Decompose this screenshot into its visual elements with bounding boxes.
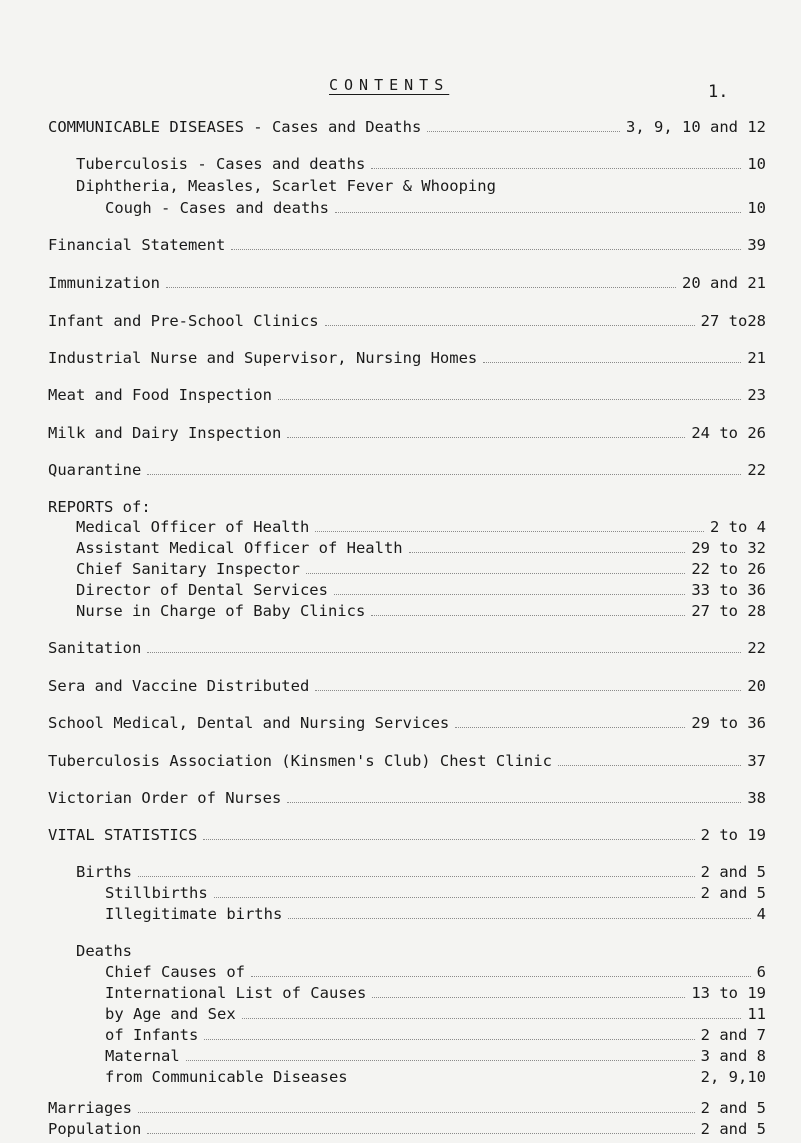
dot-leader bbox=[371, 615, 685, 616]
toc-pages: 2 and 5 bbox=[700, 884, 766, 902]
toc-entry bbox=[48, 234, 766, 256]
toc-pages: 2 to 4 bbox=[710, 518, 766, 536]
toc-label: Quarantine bbox=[48, 461, 142, 479]
toc-entry bbox=[48, 712, 766, 734]
dot-leader bbox=[455, 727, 685, 728]
toc-entry bbox=[48, 310, 766, 332]
dot-leader bbox=[203, 839, 694, 840]
toc-entry bbox=[76, 516, 766, 538]
dot-leader bbox=[231, 249, 741, 250]
toc-pages: 3, 9, 10 and 12 bbox=[626, 118, 766, 136]
toc-entry bbox=[48, 459, 766, 481]
toc-label: School Medical, Dental and Nursing Services bbox=[48, 714, 450, 732]
dot-leader bbox=[278, 399, 741, 400]
toc-pages: 33 to 36 bbox=[691, 581, 766, 599]
toc-label: Assistant Medical Officer of Health bbox=[76, 539, 403, 557]
dot-leader bbox=[242, 1018, 742, 1019]
toc-subheading: Deaths bbox=[76, 942, 132, 960]
toc-entry bbox=[105, 882, 766, 904]
dot-leader bbox=[354, 1081, 695, 1082]
toc-pages: 39 bbox=[747, 236, 766, 254]
toc-entry bbox=[48, 116, 766, 138]
toc-label: of Infants bbox=[105, 1026, 199, 1044]
toc-entry bbox=[48, 1097, 766, 1119]
toc-entry bbox=[48, 272, 766, 294]
toc-label: Industrial Nurse and Supervisor, Nursing Homes bbox=[48, 349, 478, 367]
toc-label: Victorian Order of Nurses bbox=[48, 789, 282, 807]
toc-pages: 24 to 26 bbox=[691, 424, 766, 442]
toc-entry bbox=[105, 982, 766, 1004]
toc-label: Tuberculosis Association (Kinsmen's Club) Chest Clinic bbox=[48, 752, 552, 770]
toc-pages: 2 and 5 bbox=[700, 1120, 766, 1138]
toc-entry bbox=[76, 579, 766, 601]
dot-leader bbox=[251, 976, 751, 977]
dot-leader bbox=[315, 690, 741, 691]
dot-leader bbox=[147, 652, 741, 653]
toc-pages: 29 to 36 bbox=[691, 714, 766, 732]
toc-entry bbox=[48, 750, 766, 772]
toc-pages: 20 and 21 bbox=[682, 274, 766, 292]
dot-leader bbox=[335, 212, 741, 213]
dot-leader bbox=[288, 918, 750, 919]
toc-entry bbox=[76, 600, 766, 622]
dot-leader bbox=[325, 325, 695, 326]
toc-pages: 11 bbox=[747, 1005, 766, 1023]
toc-pages: 22 bbox=[747, 461, 766, 479]
toc-entry bbox=[48, 347, 766, 369]
dot-leader bbox=[147, 1133, 694, 1134]
toc-entry bbox=[105, 961, 766, 983]
dot-leader bbox=[372, 997, 685, 998]
toc-entry bbox=[76, 861, 766, 883]
toc-entry bbox=[48, 422, 766, 444]
toc-entry bbox=[48, 675, 766, 697]
dot-leader bbox=[558, 765, 741, 766]
dot-leader bbox=[214, 897, 695, 898]
toc-entry bbox=[105, 1045, 766, 1067]
toc-label: Meat and Food Inspection bbox=[48, 386, 272, 404]
toc-label: Milk and Dairy Inspection bbox=[48, 424, 282, 442]
toc-pages: 27 to28 bbox=[700, 312, 766, 330]
toc-pages: 20 bbox=[747, 677, 766, 695]
toc-pages: 37 bbox=[747, 752, 766, 770]
toc-label: Financial Statement bbox=[48, 236, 226, 254]
toc-label: by Age and Sex bbox=[105, 1005, 236, 1023]
dot-leader bbox=[306, 573, 685, 574]
dot-leader bbox=[204, 1039, 694, 1040]
dot-leader bbox=[315, 531, 704, 532]
toc-pages: 23 bbox=[747, 386, 766, 404]
toc-pages: 2 to 19 bbox=[700, 826, 766, 844]
toc-label: Cough - Cases and deaths bbox=[105, 199, 329, 217]
toc-pages: 29 to 32 bbox=[691, 539, 766, 557]
toc-label: Infant and Pre-School Clinics bbox=[48, 312, 319, 330]
toc-label: Sanitation bbox=[48, 639, 142, 657]
toc-pages: 3 and 8 bbox=[700, 1047, 766, 1065]
toc-section-heading: REPORTS of: bbox=[48, 498, 151, 516]
toc-label: Births bbox=[76, 863, 132, 881]
page-number: 1. bbox=[708, 82, 729, 102]
toc-label: Diphtheria, Measles, Scarlet Fever & Whooping bbox=[76, 177, 496, 195]
toc-pages: 13 to 19 bbox=[691, 984, 766, 1002]
toc-entry bbox=[105, 903, 766, 925]
toc-entry bbox=[105, 1066, 766, 1088]
dot-leader bbox=[334, 594, 685, 595]
toc-label: Marriages bbox=[48, 1099, 132, 1117]
toc-label: COMMUNICABLE DISEASES - Cases and Deaths bbox=[48, 118, 422, 136]
toc-label: Illegitimate births bbox=[105, 905, 283, 923]
toc-entry bbox=[76, 153, 766, 175]
toc-label: Immunization bbox=[48, 274, 160, 292]
toc-pages: 2 and 5 bbox=[700, 1099, 766, 1117]
toc-pages: 22 bbox=[747, 639, 766, 657]
toc-label: Director of Dental Services bbox=[76, 581, 328, 599]
contents-heading: CONTENTS bbox=[329, 76, 450, 94]
toc-pages: 4 bbox=[756, 905, 766, 923]
toc-label: Maternal bbox=[105, 1047, 180, 1065]
toc-label: Chief Causes of bbox=[105, 963, 245, 981]
dot-leader bbox=[138, 1112, 695, 1113]
toc-pages: 2 and 5 bbox=[700, 863, 766, 881]
toc-entry bbox=[76, 558, 766, 580]
dot-leader bbox=[287, 437, 685, 438]
toc-pages: 6 bbox=[756, 963, 766, 981]
toc-entry bbox=[48, 1118, 766, 1140]
dot-leader bbox=[483, 362, 741, 363]
toc-pages: 2, 9,10 bbox=[700, 1068, 766, 1086]
toc-entry bbox=[48, 824, 766, 846]
toc-label: International List of Causes bbox=[105, 984, 367, 1002]
toc-label: Medical Officer of Health bbox=[76, 518, 310, 536]
toc-pages: 10 bbox=[747, 155, 766, 173]
toc-pages: 2 and 7 bbox=[700, 1026, 766, 1044]
dot-leader bbox=[138, 876, 695, 877]
toc-entry bbox=[105, 1003, 766, 1025]
toc-label: VITAL STATISTICS bbox=[48, 826, 198, 844]
toc-label: Stillbirths bbox=[105, 884, 208, 902]
toc-pages: 38 bbox=[747, 789, 766, 807]
toc-pages: 21 bbox=[747, 349, 766, 367]
toc-label: Tuberculosis - Cases and deaths bbox=[76, 155, 366, 173]
dot-leader bbox=[186, 1060, 695, 1061]
toc-pages: 10 bbox=[747, 199, 766, 217]
toc-entry bbox=[48, 384, 766, 406]
dot-leader bbox=[147, 474, 741, 475]
toc-label: from Communicable Diseases bbox=[105, 1068, 348, 1086]
toc-pages: 27 to 28 bbox=[691, 602, 766, 620]
toc-label: Chief Sanitary Inspector bbox=[76, 560, 300, 578]
dot-leader bbox=[427, 131, 620, 132]
dot-leader bbox=[166, 287, 676, 288]
toc-entry bbox=[48, 637, 766, 659]
toc-label: Nurse in Charge of Baby Clinics bbox=[76, 602, 366, 620]
toc-label: Sera and Vaccine Distributed bbox=[48, 677, 310, 695]
dot-leader bbox=[287, 802, 741, 803]
dot-leader bbox=[409, 552, 686, 553]
toc-pages: 22 to 26 bbox=[691, 560, 766, 578]
toc-entry bbox=[76, 537, 766, 559]
dot-leader bbox=[371, 168, 741, 169]
toc-label: Population bbox=[48, 1120, 142, 1138]
toc-entry bbox=[105, 1024, 766, 1046]
toc-entry bbox=[105, 197, 766, 219]
toc-entry bbox=[48, 787, 766, 809]
